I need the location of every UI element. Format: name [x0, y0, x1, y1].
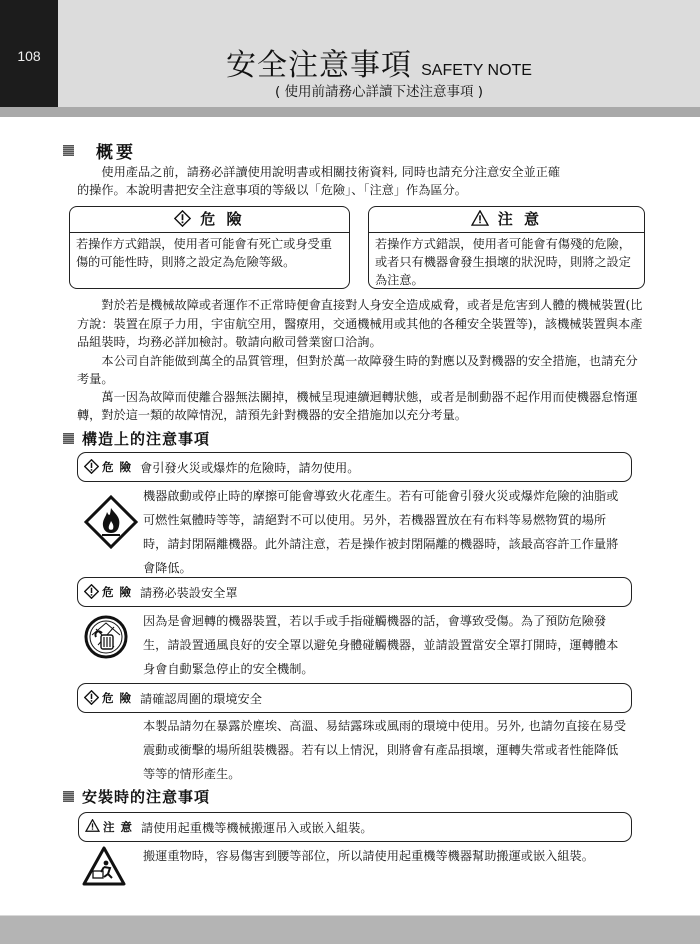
caution-level-header	[369, 207, 644, 233]
page-number: 108	[17, 48, 41, 64]
caution-tag-label: 注 意	[103, 820, 134, 834]
overview-intro	[77, 163, 647, 199]
section-bullet-icon	[63, 145, 74, 156]
warning-triangle-icon	[85, 819, 100, 835]
notice-detail: 本製品請勿在暴露於塵埃、高溫、易結露珠或風雨的環境中使用。另外, 也請勿直接在易受震動或衝擊的場所組裝機器。若有以上情況，則將會有產品損壞，運轉失常或者性能降低等等的情形產生。	[143, 719, 627, 781]
exclamation-diamond-icon	[84, 690, 99, 706]
section-heading-installation	[63, 786, 210, 807]
section-bullet-icon	[63, 791, 74, 802]
danger-tag	[84, 584, 132, 600]
notice-title: 請確認周圍的環境安全	[140, 691, 262, 706]
danger-notice-guard	[77, 577, 632, 607]
danger-notice-fire	[77, 452, 632, 482]
notice-title: 請使用起重機等機械搬運吊入或嵌入組裝。	[141, 820, 373, 835]
exclamation-diamond-icon	[84, 459, 99, 475]
danger-tag-label: 危 險	[102, 691, 133, 705]
danger-tag	[84, 690, 132, 706]
notice-detail: 因為是會迴轉的機器裝置，若以手或手指碰觸機器的話，會導致受傷。為了預防危險發生，請設置通風良好的安全罩以避免身體碰觸機器，並請設置當安全罩打開時，運轉體本身會自動緊急停止的安全機制。	[143, 614, 619, 676]
exclamation-diamond-icon	[174, 210, 196, 228]
caution-notice-lifting	[78, 812, 632, 842]
danger-tag-label: 危 險	[102, 585, 133, 599]
danger-level-text: 若操作方式錯誤，使用者可能會有死亡或身受重傷的可能性時，則將之設定為危險等級。	[76, 237, 332, 269]
section-heading-overview	[63, 138, 136, 163]
exclamation-diamond-icon	[84, 584, 99, 600]
danger-level-label: 危 險	[200, 210, 245, 228]
warning-triangle-icon	[471, 210, 494, 228]
heavy-lifting-triangle-icon	[82, 846, 126, 890]
intro-line-1: 使用產品之前，請務必詳讀使用說明書或相關技術資料, 同時也請充分注意安全並正確	[101, 165, 561, 179]
caution-level-label: 注 意	[497, 210, 542, 228]
hand-guard-circle-icon	[84, 615, 128, 663]
overview-paragraph-3: 萬一因為故障而使離合器無法關掉，機械呈現連續迴轉狀態，或者是制動器不起作用而使機器怠惰運轉，對於這一類的故障情況，請預先針對機器的安全措施加以充分考量。	[77, 390, 638, 422]
overview-paragraph-1: 對於若是機械故障或者運作不正常時便會直接對人身安全造成威脅，或者是危害到人體的機械裝置(比方說：裝置在原子力用，宇宙航空用，醫療用，交通機械用或其他的各種安全裝置等)，該機械裝置與本產品組裝時，均務必詳加檢討。敬請向敝司營業窗口洽詢。	[77, 298, 643, 349]
page-title	[0, 40, 700, 84]
caution-level-text: 若操作方式錯誤，使用者可能會有傷殘的危險，或者只有機器會發生損壞的狀況時，則將之設定為注意。	[375, 237, 631, 287]
page-header	[0, 0, 700, 107]
page-title-zh: 安全注意事項	[226, 48, 413, 83]
section-title: 概要	[96, 143, 136, 163]
danger-tag-label: 危 險	[102, 460, 133, 474]
danger-level-header	[70, 207, 349, 233]
danger-notice-environment	[77, 683, 632, 713]
overview-paragraph-2: 本公司自許能做到萬全的品質管理，但對於萬一故障發生時的對應以及對機器的安全措施，也請充分考量。	[77, 354, 638, 386]
flammable-diamond-icon	[84, 495, 138, 553]
section-heading-structural	[63, 428, 210, 449]
caution-tag	[85, 819, 133, 835]
intro-line-2: 的操作。本說明書把安全注意事項的等級以「危險」、「注意」作為區分。	[77, 183, 467, 197]
notice-title: 會引發火災或爆炸的危險時，請勿使用。	[140, 460, 360, 475]
section-bullet-icon	[63, 433, 74, 444]
footer-band	[0, 915, 700, 944]
section-title: 安裝時的注意事項	[82, 788, 211, 806]
section-title: 構造上的注意事項	[82, 430, 211, 448]
header-divider-band	[0, 107, 700, 117]
caution-level-box	[368, 206, 645, 289]
danger-level-box	[69, 206, 350, 289]
notice-title: 請務必裝設安全罩	[140, 585, 238, 600]
danger-tag	[84, 459, 132, 475]
notice-detail: 機器啟動或停止時的摩擦可能會導致火花產生。若有可能會引發火災或爆炸危險的油脂或可燃性氣體時等等，請絕對不可以使用。另外，若機器置放在有布料等易燃物質的場所時，請封閉隔離機器。此外請注意，若是操作被封閉隔離的機器時，該最高容許工作量將會降低。	[143, 489, 619, 575]
page-subtitle: ( 使用前請務心詳讀下述注意事項 )	[274, 84, 484, 100]
notice-detail: 搬運重物時，容易傷害到腰等部位，所以請使用起重機等機器幫助搬運或嵌入組裝。	[143, 849, 594, 863]
page-title-en: SAFETY NOTE	[421, 62, 532, 79]
